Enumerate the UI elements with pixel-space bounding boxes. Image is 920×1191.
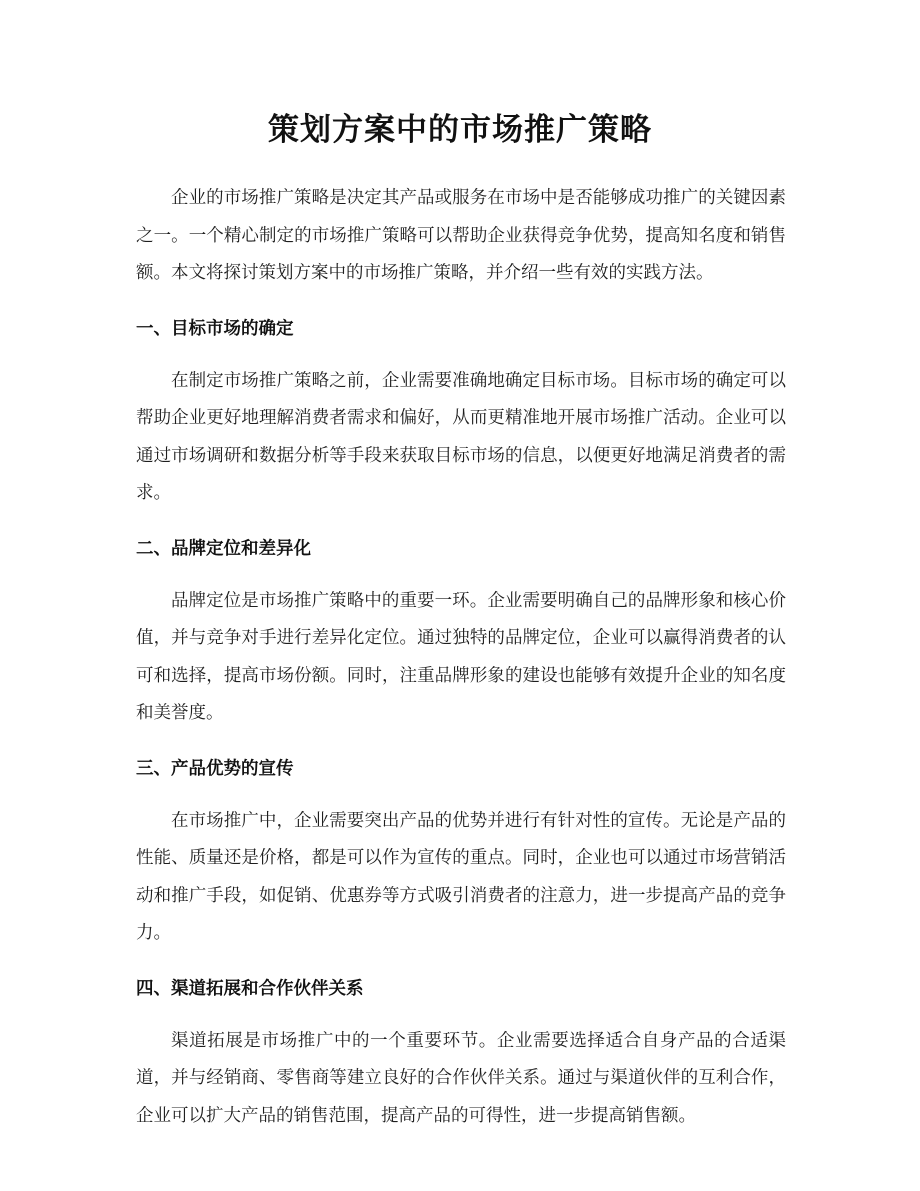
document-body xyxy=(136,180,786,1135)
section-paragraph-2: 品牌定位是市场推广策略中的重要一环。企业需要明确自己的品牌形象和核心价值，并与竞争对手进行差异化定位。通过独特的品牌定位，企业可以赢得消费者的认可和选择，提高市场份额。同时，注重品牌形象的建设也能够有效提升企业的知名度和美誉度。 xyxy=(136,590,786,723)
section-heading-1: 一、目标市场的确定 xyxy=(136,318,294,339)
section-heading-3: 三、产品优势的宣传 xyxy=(136,758,294,779)
intro-paragraph: 企业的市场推广策略是决定其产品或服务在市场中是否能够成功推广的关键因素之一。一个精心制定的市场推广策略可以帮助企业获得竞争优势，提高知名度和销售额。本文将探讨策划方案中的市场推广策略，并介绍一些有效的实践方法。 xyxy=(136,188,786,283)
section-heading-4: 四、渠道拓展和合作伙伴关系 xyxy=(136,978,364,999)
section-heading-2: 二、品牌定位和差异化 xyxy=(136,538,311,559)
section-paragraph-1: 在制定市场推广策略之前，企业需要准确地确定目标市场。目标市场的确定可以帮助企业更好地理解消费者需求和偏好，从而更精准地开展市场推广活动。企业可以通过市场调研和数据分析等手段来获取目标市场的信息，以便更好地满足消费者的需求。 xyxy=(136,370,786,503)
section-paragraph-3: 在市场推广中，企业需要突出产品的优势并进行有针对性的宣传。无论是产品的性能、质量还是价格，都是可以作为宣传的重点。同时，企业也可以通过市场营销活动和推广手段，如促销、优惠券等方式吸引消费者的注意力，进一步提高产品的竞争力。 xyxy=(136,810,786,943)
section-paragraph-4: 渠道拓展是市场推广中的一个重要环节。企业需要选择适合自身产品的合适渠道，并与经销商、零售商等建立良好的合作伙伴关系。通过与渠道伙伴的互利合作，企业可以扩大产品的销售范围，提高产品的可得性，进一步提高销售额。 xyxy=(136,1030,786,1126)
document-title: 策划方案中的市场推广策略 xyxy=(268,112,652,148)
